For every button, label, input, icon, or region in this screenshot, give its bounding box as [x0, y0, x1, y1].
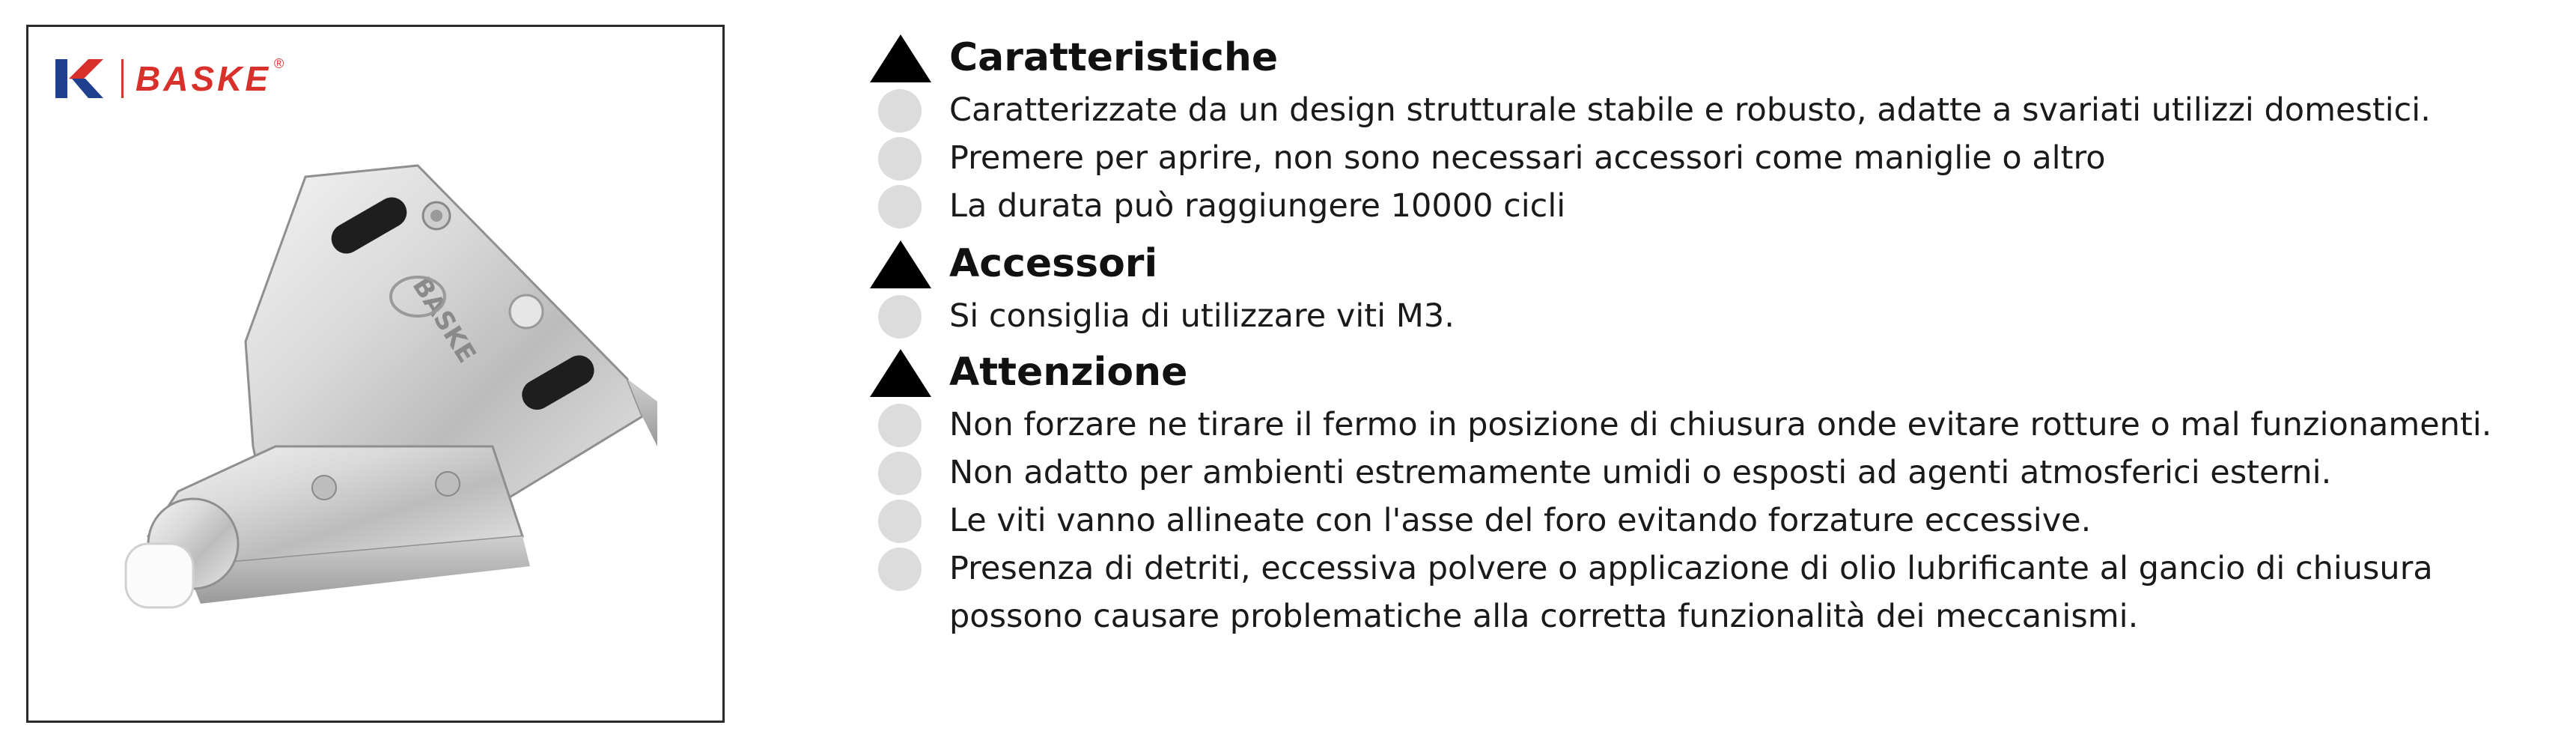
section-header	[868, 345, 2568, 401]
item-text: Caratterizzate da un design strutturale stabile e robusto, adatte a svariati utilizzi domestici.	[949, 91, 2431, 129]
brand-logo	[54, 52, 284, 106]
item-text: Le viti vanno allineate con l'asse del foro evitando forzature eccessive.	[949, 502, 2092, 539]
triangle-icon	[868, 33, 933, 84]
list-item	[868, 292, 2568, 340]
section-accessori	[868, 236, 2568, 340]
section-header	[868, 236, 2568, 292]
list-item	[868, 134, 2568, 182]
bullet-icon	[878, 404, 922, 447]
bullet-icon	[878, 137, 922, 181]
list-item	[868, 401, 2568, 449]
item-text: Non forzare ne tirare il fermo in posizione di chiusura onde evitare rotture o mal funzionamenti.	[949, 406, 2492, 443]
triangle-icon	[868, 348, 933, 398]
item-text: Si consiglia di utilizzare viti M3.	[949, 297, 1455, 335]
item-text: Premere per aprire, non sono necessari accessori come maniglie o altro	[949, 139, 2106, 177]
list-item	[868, 182, 2568, 230]
baske-k-logo-icon	[54, 56, 111, 101]
item-text: Non adatto per ambienti estremamente umidi o esposti ad agenti atmosferici esterni.	[949, 454, 2332, 491]
push-latch-product-image	[28, 27, 722, 721]
bullet-icon	[878, 185, 922, 228]
section-title: Attenzione	[949, 350, 1188, 395]
list-item	[868, 449, 2568, 497]
list-item	[868, 86, 2568, 134]
section-header	[868, 30, 2568, 86]
product-image-frame	[26, 25, 725, 723]
section-title: Caratteristiche	[949, 35, 1279, 80]
item-text: La durata può raggiungere 10000 cicli	[949, 187, 1566, 225]
item-text: Presenza di detriti, eccessiva polvere o applicazione di olio lubrificante al gancio di chiusura possono causare problematiche alla corretta funzionalità dei meccanismi.	[949, 550, 2433, 635]
bullet-icon	[878, 452, 922, 495]
list-item	[868, 545, 2568, 640]
section-attenzione	[868, 345, 2568, 640]
brand-name: BASKE	[136, 59, 272, 98]
spec-list	[868, 30, 2568, 719]
section-caratteristiche	[868, 30, 2568, 230]
list-item	[868, 497, 2568, 545]
section-title: Accessori	[949, 241, 1158, 286]
triangle-icon	[868, 239, 933, 290]
registered-mark: ®	[274, 56, 284, 71]
bullet-icon	[878, 89, 922, 133]
product-engraving: BASKE	[406, 272, 482, 369]
bullet-icon	[878, 295, 922, 339]
bullet-icon	[878, 548, 922, 591]
brand-separator	[121, 59, 124, 98]
bullet-icon	[878, 500, 922, 543]
